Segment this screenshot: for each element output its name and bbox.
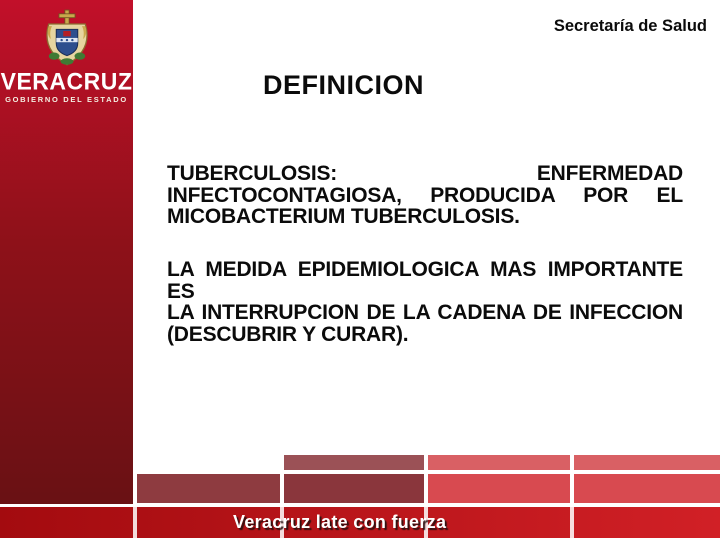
body-line: MICOBACTERIUM TUBERCULOSIS. (167, 205, 520, 228)
body-line: (DESCUBRIR Y CURAR). (167, 322, 409, 346)
body-line: LA MEDIDA EPIDEMIOLOGICA MAS IMPORTANTE ES (167, 258, 683, 303)
body-line: LA INTERRUPCION DE LA CADENA DE INFECCION (167, 301, 683, 324)
paragraph-epidemiologic-measure (167, 259, 683, 345)
sidebar (0, 0, 133, 504)
deco-block-salmon (428, 474, 570, 503)
slide-title: DEFINICION (263, 70, 425, 100)
agency-name: Secretaría de Salud (553, 17, 707, 35)
deco-block-maroon (284, 455, 424, 470)
deco-block-maroon (284, 474, 424, 503)
grid-divider (133, 507, 137, 538)
grid-divider (570, 507, 574, 538)
body-line: INFECTOCONTAGIOSA, PRODUCIDA POR EL (167, 183, 683, 207)
body-line: TUBERCULOSIS: ENFERMEDAD (167, 162, 683, 185)
footer-slogan: Veracruz late con fuerza (233, 512, 447, 532)
veracruz-wordmark: VERACRUZ (0, 67, 133, 95)
gobierno-del-estado-tagline: GOBIERNO DEL ESTADO (5, 95, 128, 104)
deco-block-salmon (574, 455, 720, 470)
deco-block-salmon (574, 474, 720, 503)
veracruz-coat-of-arms-icon (41, 9, 93, 69)
deco-block-salmon (428, 455, 570, 470)
deco-block-maroon (137, 474, 280, 503)
paragraph-tuberculosis-definition (167, 163, 683, 228)
